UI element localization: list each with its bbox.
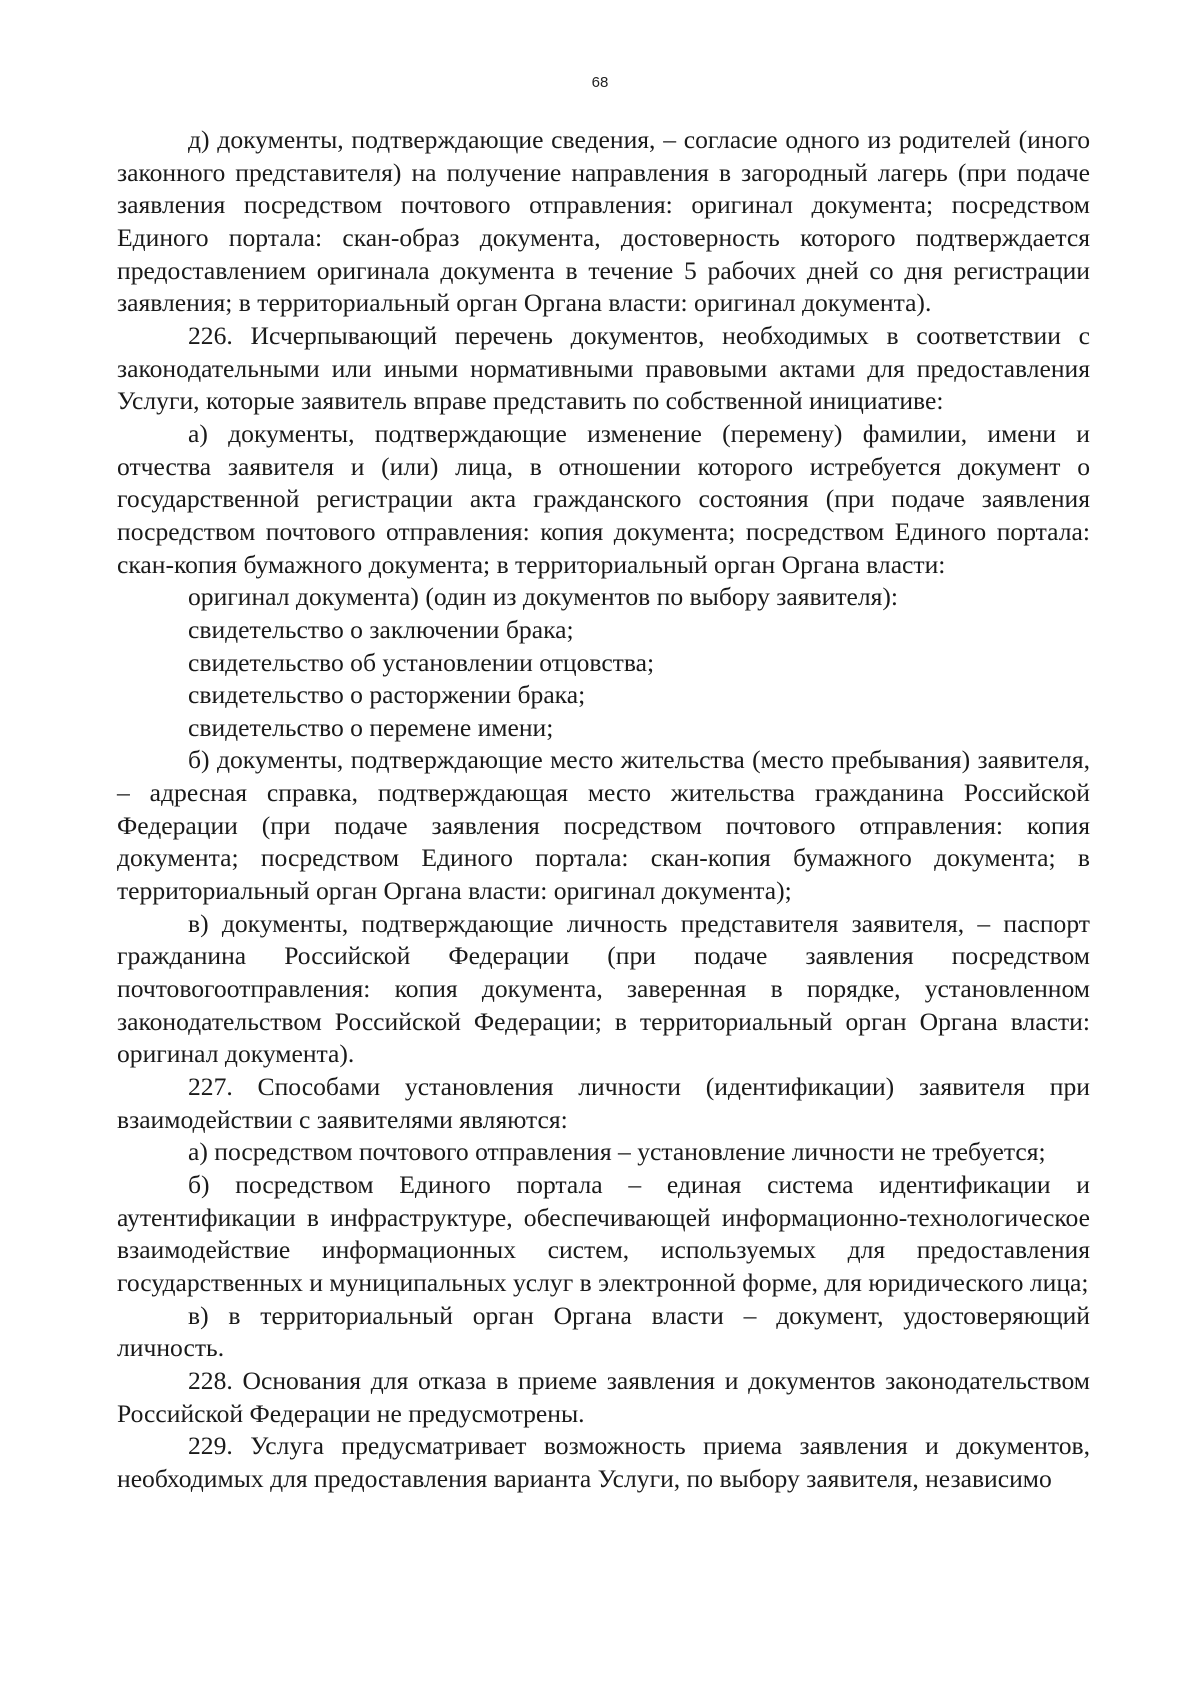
list-item-name-change-certificate: свидетельство о перемене имени; <box>188 712 554 742</box>
document-body <box>117 124 1090 1496</box>
paragraph-b-residence-documents: б) документы, подтверждающие место жительства (место пребывания) заявителя, – адресная справка, подтверждающая место жительства гражданина Российской Федерации (при подаче заявления посредством почтового отправления: копия документа; посредством Единого портала: скан-копия бумажного документа; в территориальный орган Органа власти: оригинал документа); <box>117 745 1090 906</box>
list-item-divorce-certificate: свидетельство о расторжении брака; <box>188 680 586 710</box>
paragraph-226-documents-list: 226. Исчерпывающий перечень документов, необходимых в соответствии с законодательными или иными нормативными правовыми актами для предоставления Услуги, которые заявитель вправе представить по собственной инициативе: <box>117 320 1090 416</box>
paragraph-v-office-identification: в) в территориальный орган Органа власти – документ, удостоверяющий личность. <box>117 1300 1090 1363</box>
paragraph-d-consent-documents: д) документы, подтверждающие сведения, – согласие одного из родителей (иного законного представителя) на получение направления в загородный лагерь (при подаче заявления посредством почтового отправления: оригинал документа; посредством Единого портала: скан-образ документа, достоверность которого подтверждается предоставлением оригинала документа в течение 5 рабочих дней со дня регистрации заявления; в территориальный орган Органа власти: оригинал документа). <box>117 125 1090 318</box>
paragraph-229-application-acceptance: 229. Услуга предусматривает возможность приема заявления и документов, необходимых для предоставления варианта Услуги, по выбору заявителя, независимо <box>117 1431 1090 1493</box>
paragraph-original-document-choice: оригинал документа) (один из документов по выбору заявителя): <box>188 582 899 612</box>
list-item-marriage-certificate: свидетельство о заключении брака; <box>188 614 574 644</box>
paragraph-a-postal-identification: а) посредством почтового отправления – установление личности не требуется; <box>188 1137 1046 1167</box>
page-number: 68 <box>591 74 609 91</box>
paragraph-v-representative-identity: в) документы, подтверждающие личность представителя заявителя, – паспорт гражданина Российской Федерации (при подаче заявления посредством почтовогоотправления: копия документа, заверенная в порядке, установленном законодательством Российской Федерации; в территориальный орган Органа власти: оригинал документа). <box>117 908 1090 1069</box>
paragraph-b-portal-identification: б) посредством Единого портала – единая система идентификации и аутентификации в инфраструктуре, обеспечивающей информационно-технологическое взаимодействие информационных систем, используемых для предоставления государственных и муниципальных услуг в электронной форме, для юридического лица; <box>117 1170 1090 1297</box>
paragraph-227-identification-methods: 227. Способами установления личности (идентификации) заявителя при взаимодействии с заявителями являются: <box>117 1072 1090 1134</box>
paragraph-228-refusal-grounds: 228. Основания для отказа в приеме заявления и документов законодательством Российской Федерации не предусмотрены. <box>117 1365 1090 1428</box>
list-item-paternity-certificate: свидетельство об установлении отцовства; <box>188 647 655 677</box>
paragraph-a-name-change-documents: а) документы, подтверждающие изменение (перемену) фамилии, имени и отчества заявителя и (или) лица, в отношении которого истребуется документ о государственной регистрации акта гражданского состояния (при подаче заявления посредством почтового отправления: копия документа; посредством Единого портала: скан-копия бумажного документа; в территориальный орган Органа власти: <box>117 418 1090 579</box>
